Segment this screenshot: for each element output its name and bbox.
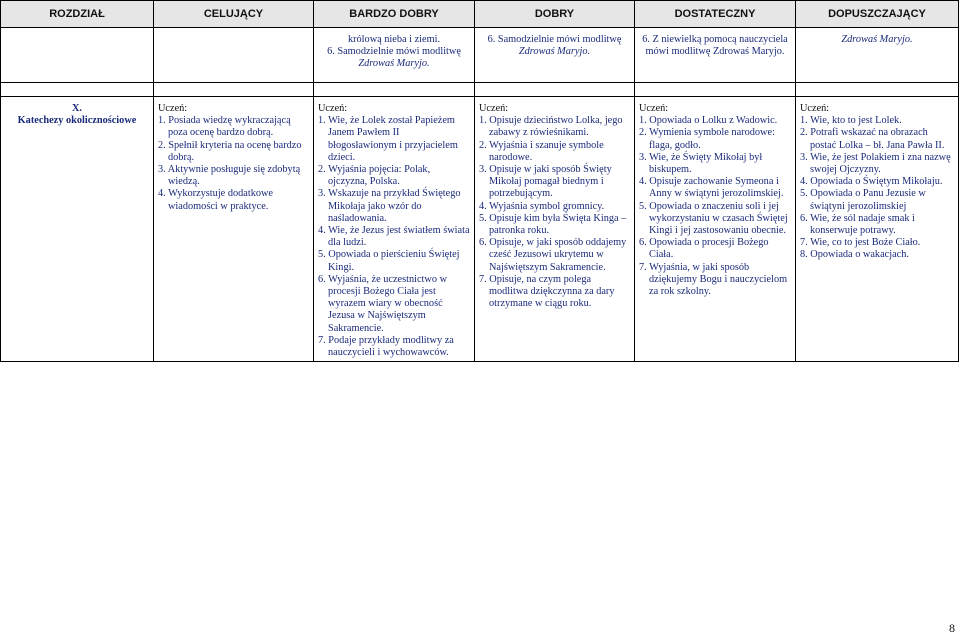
continued-row xyxy=(1,28,959,83)
list-item: 3. Aktywnie posługuje się zdobytą wiedzą. xyxy=(158,164,301,188)
list-item: 3. Wie, że jest Polakiem i zna nazwę swojej Ojczyzny. xyxy=(800,151,951,176)
list-item: 6. Opowiada o procesji Bożego Ciała. xyxy=(639,237,769,261)
text-line: 6. Z niewielką pomocą nauczyciela xyxy=(642,34,788,45)
dopuszczajacy-list xyxy=(800,115,954,261)
list-item: 7. Podaje przykłady modlitwy za nauczycieli i wychowawców. xyxy=(318,334,454,359)
list-item: 1. Opowiada o Lolku z Wadowic. xyxy=(639,115,778,127)
list-item: 3. Opisuje w jaki sposób Święty Mikołaj pomagał biednym i potrzebującym. xyxy=(479,164,612,200)
empty-cell xyxy=(154,28,314,83)
list-item: 6. Wyjaśnia, że uczestnictwo w procesji Bożego Ciała jest wyrazem wiary w obecność Jezusa w Najświętszym Sakramencie. xyxy=(318,273,448,334)
chapter-title: Katechezy okolicznościowe xyxy=(17,115,137,127)
chapter-number: X. xyxy=(71,103,82,114)
list-item: 5. Opowiada o znaczeniu soli i jej wykorzystaniu w czasach Świętej Kingi i jej zastosowaniu obecnie. xyxy=(639,200,788,237)
text-line: Zdrowaś Maryjo. xyxy=(518,46,591,58)
list-item: 4. Wie, że Jezus jest światłem świata dla ludzi. xyxy=(318,225,470,249)
list-item: 7. Wie, co to jest Boże Ciało. xyxy=(800,237,921,249)
list-item: 2. Spełnił kryteria na ocenę bardzo dobrą. xyxy=(158,139,302,163)
text-line: Zdrowaś Maryjo. xyxy=(841,34,913,45)
list-item: 3. Wskazuje na przykład Świętego Mikołaja jako wzór do naśladowania. xyxy=(318,188,461,224)
list-item: 4. Wyjaśnia symbol gromnicy. xyxy=(479,200,605,212)
spacer-cell xyxy=(154,83,314,97)
header-dopuszczajacy: DOPUSZCZAJĄCY xyxy=(796,1,959,28)
list-item: 3. Wie, że Święty Mikołaj był biskupem. xyxy=(639,151,763,176)
header-dobry: DOBRY xyxy=(475,1,635,28)
spacer-cell xyxy=(314,83,475,97)
list-item: 2. Wymienia symbole narodowe: flaga, godło. xyxy=(639,127,775,151)
list-item: 7. Wyjaśnia, w jaki sposób dziękujemy Bogu i nauczycielom za rok szkolny. xyxy=(639,261,788,298)
top-dopuszczajacy-cell xyxy=(796,28,959,83)
text-line: królową nieba i ziemi. xyxy=(347,34,441,45)
uczen-label: Uczeń: xyxy=(479,103,509,114)
bardzo-dobry-list xyxy=(318,115,470,359)
celujacy-cell xyxy=(154,97,314,362)
list-item: 1. Wie, kto to jest Lolek. xyxy=(800,115,902,127)
text-line: Zdrowaś Maryjo. xyxy=(358,58,430,70)
dobry-list xyxy=(479,115,630,310)
header-dostateczny: DOSTATECZNY xyxy=(635,1,796,28)
text-line: 6. Samodzielnie mówi modlitwę xyxy=(487,34,622,45)
spacer-cell xyxy=(475,83,635,97)
uczen-label: Uczeń: xyxy=(639,103,669,114)
spacer-cell xyxy=(1,83,154,97)
spacer-cell xyxy=(796,83,959,97)
list-item: 2. Wyjaśnia pojęcia: Polak, ojczyzna, Polska. xyxy=(318,164,431,188)
list-item: 4. Opisuje zachowanie Symeona i Anny w świątyni jerozolimskiej. xyxy=(639,176,784,200)
list-item: 6. Wie, że sól nadaje smak i konserwuje potrawy. xyxy=(800,212,915,237)
uczen-label: Uczeń: xyxy=(318,103,348,114)
dostateczny-list xyxy=(639,115,791,298)
header-celujacy: CELUJĄCY xyxy=(154,1,314,28)
list-item: 5. Opowiada o Panu Jezusie w świątyni jerozolimskiej xyxy=(800,188,926,212)
list-item: 1. Opisuje dzieciństwo Lolka, jego zabawy z rówieśnikami. xyxy=(479,115,623,139)
uczen-label: Uczeń: xyxy=(800,103,830,114)
dopuszczajacy-cell xyxy=(796,97,959,362)
page-number: 8 xyxy=(949,621,955,635)
spacer-cell xyxy=(635,83,796,97)
header-rozdzial: ROZDZIAŁ xyxy=(1,1,154,28)
text-line: mówi modlitwę Zdrowaś Maryjo. xyxy=(645,46,785,58)
list-item: 5. Opisuje kim była Święta Kinga – patronka roku. xyxy=(479,212,627,237)
list-item: 6. Opisuje, w jaki sposób oddajemy cześć Jezusowi ukrytemu w Najświętszym Sakramencie. xyxy=(479,237,627,273)
celujacy-list xyxy=(158,115,309,213)
list-item: 5. Opowiada o pierścieniu Świętej Kingi. xyxy=(318,249,460,273)
list-item: 8. Opowiada o wakacjach. xyxy=(800,249,909,261)
list-item: 4. Opowiada o Świętym Mikołaju. xyxy=(800,176,943,188)
uczen-label: Uczeń: xyxy=(158,103,188,114)
list-item: 7. Opisuje, na czym polega modlitwa dziękczynna za dary otrzymane w ciągu roku. xyxy=(479,273,615,310)
empty-cell xyxy=(1,28,154,83)
list-item: 4. Wykorzystuje dodatkowe wiadomości w praktyce. xyxy=(158,188,274,212)
top-dostateczny-cell xyxy=(635,28,796,83)
list-item: 1. Wie, że Lolek został Papieżem Janem Pawłem II błogosławionym i przyjacielem dzieci. xyxy=(318,115,458,163)
dostateczny-cell xyxy=(635,97,796,362)
list-item: 2. Wyjaśnia i szanuje symbole narodowe. xyxy=(479,139,604,163)
header-row xyxy=(1,1,959,28)
bardzo-dobry-cell xyxy=(314,97,475,362)
header-bardzo-dobry: BARDZO DOBRY xyxy=(314,1,475,28)
dobry-cell xyxy=(475,97,635,362)
text-line: 6. Samodzielnie mówi modlitwę xyxy=(327,46,461,58)
list-item: 1. Posiada wiedzę wykraczającą poza ocenę bardzo dobrą. xyxy=(158,115,291,139)
spacer-row xyxy=(1,83,959,97)
top-bardzo-dobry-cell xyxy=(314,28,475,83)
chapter-cell xyxy=(1,97,154,362)
chapter-row xyxy=(1,97,959,362)
top-dobry-cell xyxy=(475,28,635,83)
list-item: 2. Potrafi wskazać na obrazach postać Lolka – bł. Jana Pawła II. xyxy=(800,127,945,151)
